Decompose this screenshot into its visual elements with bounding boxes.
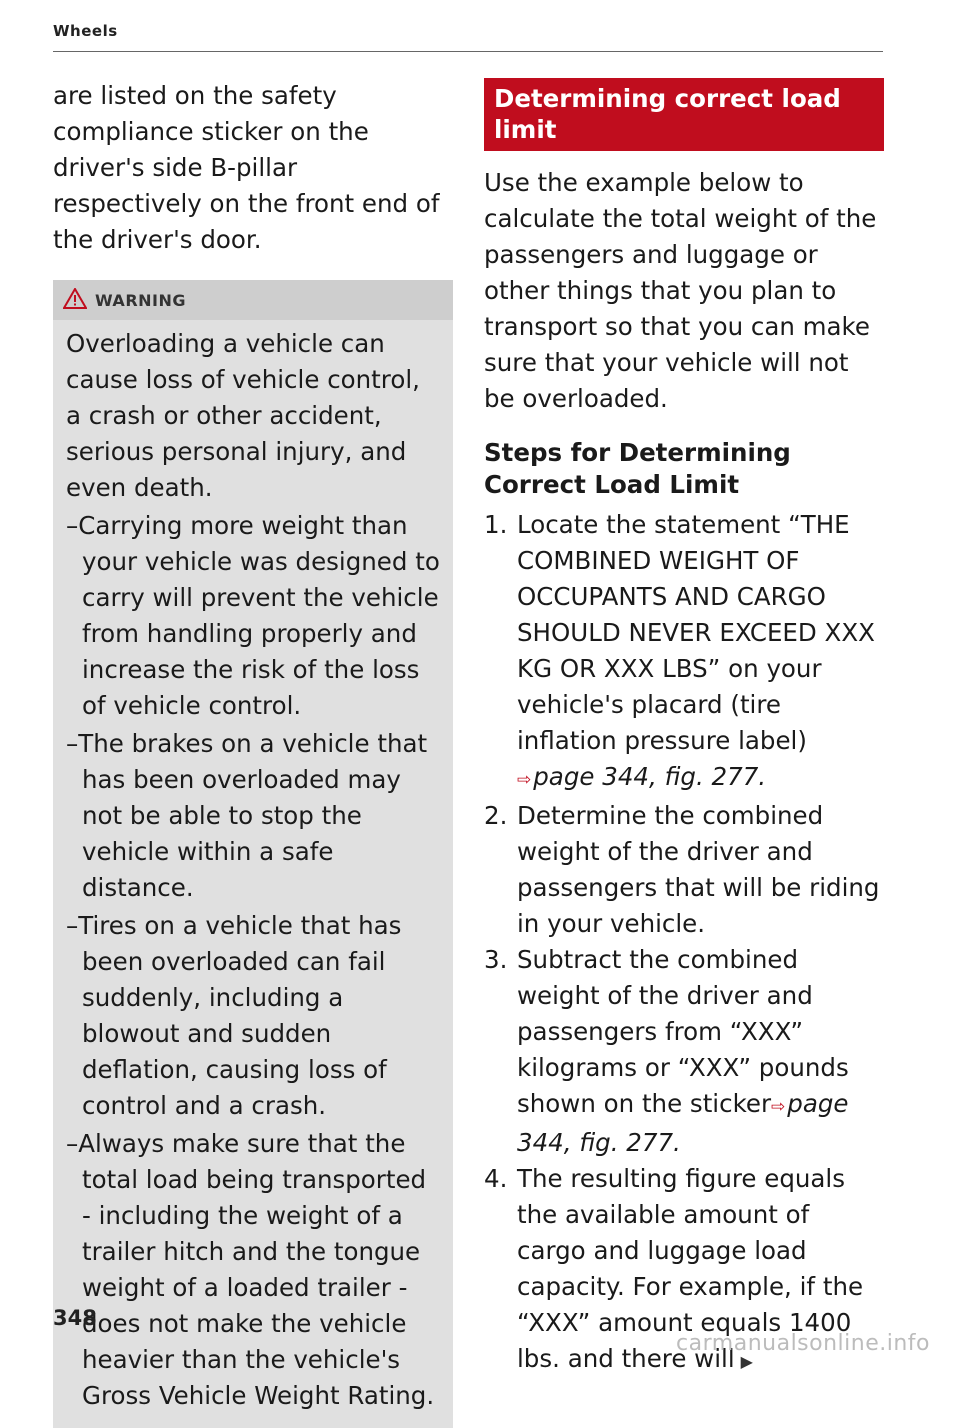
step-number: 2. <box>484 801 508 830</box>
right-column <box>484 78 884 1380</box>
section-title: Determining correct load limit <box>484 78 884 151</box>
steps-heading: Steps for Determining Correct Load Limit <box>484 438 791 499</box>
warning-item: –Always make sure that the total load being transported - including the weight of a trailer hitch and the tongue weight of a loaded trailer - does not make the vehicle heavier than the vehicle's Gross Vehicle Weight Rating. <box>66 1129 435 1410</box>
arrow-right-icon: ⇨ <box>517 770 532 790</box>
warning-box <box>53 280 453 1428</box>
step-number: 3. <box>484 945 508 974</box>
intro-paragraph: are listed on the safety compliance sticker on the driver's side B-pillar respectively on the front end of the driver's door. <box>53 81 440 254</box>
warning-item: –Carrying more weight than your vehicle was designed to carry will prevent the vehicle from handling properly and increase the risk of the loss of vehicle control. <box>66 511 440 720</box>
warning-list <box>66 508 441 1414</box>
warning-header <box>53 280 453 320</box>
watermark: carmanualsonline.info <box>676 1331 930 1356</box>
arrow-right-icon: ⇨ <box>771 1097 786 1117</box>
left-column <box>53 78 453 1428</box>
warning-triangle-icon <box>63 288 95 313</box>
step-text: Determine the combined weight of the driver and passengers that will be riding in your vehicle. <box>517 801 880 938</box>
warning-title: WARNING <box>95 290 186 310</box>
step-item <box>484 798 884 942</box>
warning-text: Overloading a vehicle can cause loss of vehicle control, a crash or other accident, serious personal injury, and even death. <box>66 329 420 502</box>
warning-item: –The brakes on a vehicle that has been overloaded may not be able to stop the vehicle within a safe distance. <box>66 729 428 902</box>
section-intro: Use the example below to calculate the total weight of the passengers and luggage or other things that you plan to transport so that you can make sure that your vehicle will not be overloaded. <box>484 168 877 413</box>
step-item <box>484 942 884 1161</box>
warning-body <box>53 320 453 1414</box>
step-number: 1. <box>484 510 508 539</box>
page-reference-text: page 344, fig. 277. <box>517 1089 849 1157</box>
header-rule <box>53 51 883 52</box>
header-section-label: Wheels <box>53 22 118 40</box>
step-item <box>484 507 884 798</box>
page-reference-link[interactable] <box>517 762 766 791</box>
step-text: Subtract the combined weight of the driver and passengers from “XXX” kilograms or “XXX” pounds shown on the sticker <box>517 945 849 1118</box>
warning-item: –Tires on a vehicle that has been overloaded can fail suddenly, including a blowout and sudden deflation, causing loss of control and a crash. <box>66 911 402 1120</box>
page-number: 348 <box>53 1306 97 1330</box>
step-text: Locate the statement “THE COMBINED WEIGHT OF OCCUPANTS AND CARGO SHOULD NEVER EXCEED XXX KG OR XXX LBS” on your vehicle's placard (tire inflation pressure label) <box>517 510 875 755</box>
page-reference-text: page 344, fig. 277. <box>533 762 767 791</box>
continue-arrow-icon: ▶ <box>740 1352 753 1371</box>
step-text: The resulting figure equals the available amount of cargo and luggage load capacity. For example, if the “XXX” amount equals 1400 lbs. and there will <box>517 1164 864 1373</box>
steps-list <box>484 507 884 1380</box>
step-number: 4. <box>484 1164 508 1193</box>
